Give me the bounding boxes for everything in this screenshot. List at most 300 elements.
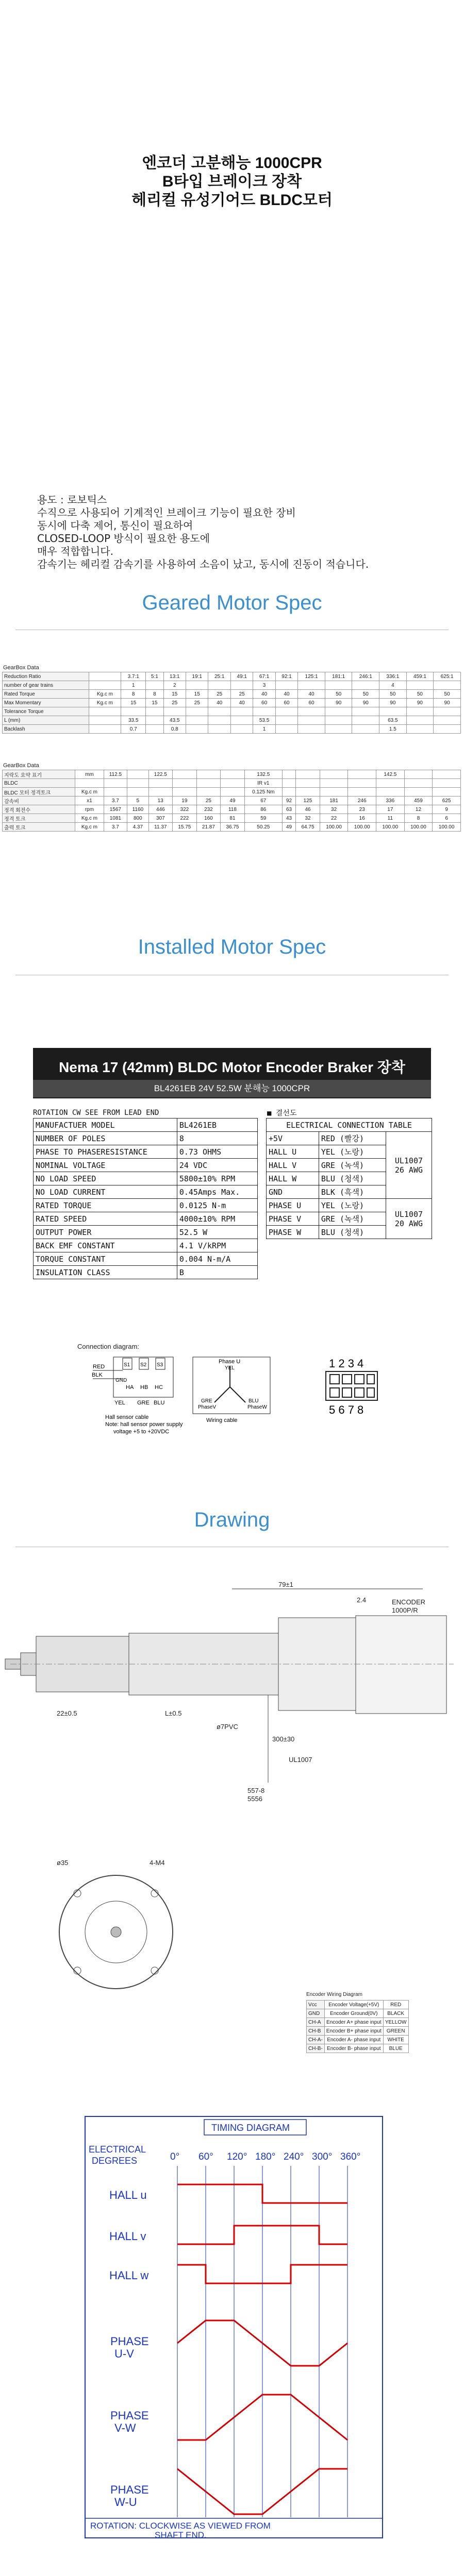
- geardata-row: [3, 796, 461, 805]
- table-cell: 1160: [127, 805, 148, 814]
- label-uv: U-V: [114, 2347, 134, 2360]
- table-cell: YELLOW: [383, 2018, 408, 2027]
- table-cell: 43.5: [163, 716, 186, 725]
- table-cell: 32: [320, 805, 348, 814]
- rotation-note-1: ROTATION: CLOCKWISE AS VIEWED FROM: [90, 2521, 271, 2531]
- table-cell: 246: [348, 796, 376, 805]
- geardata-row: [3, 814, 461, 823]
- table-cell: 800: [127, 814, 148, 823]
- table-cell: WHITE: [383, 2036, 408, 2044]
- row-label: 정격 회전수: [3, 805, 75, 814]
- wiring-leg-v: [214, 1387, 230, 1402]
- dim-2-4: 2.4: [357, 1596, 367, 1604]
- label-ha: HA: [126, 1384, 134, 1391]
- table-cell: BLACK: [383, 2009, 408, 2018]
- row-label: Reduction Ratio: [3, 672, 89, 681]
- geardata-row: [3, 770, 461, 779]
- table-cell: 3.7:1: [121, 672, 146, 681]
- motor-spec-table: [33, 1118, 258, 1279]
- table-cell: [434, 725, 461, 734]
- row-label: CH-A: [307, 2018, 325, 2027]
- table-cell: 13: [148, 796, 173, 805]
- table-cell: Encoder Ground(0V): [324, 2009, 383, 2018]
- geardata-row: [3, 805, 461, 814]
- table-cell: [221, 788, 245, 796]
- table-cell: [75, 779, 104, 788]
- table-cell: [282, 779, 295, 788]
- table-cell: 15: [163, 690, 186, 699]
- label-phase-v: PhaseV: [198, 1404, 217, 1410]
- connection-row: [267, 1199, 432, 1212]
- table-cell: 40: [275, 690, 297, 699]
- wire-color: YEL (노랑): [319, 1199, 386, 1212]
- geardata-row: [3, 788, 461, 796]
- label-phase-u-color: YEL: [225, 1365, 235, 1371]
- table-cell: 459: [404, 796, 433, 805]
- table-cell: 60: [253, 699, 275, 707]
- spec-label: NO LOAD SPEED: [34, 1172, 177, 1185]
- timing-title: TIMING DIAGRAM: [211, 2123, 290, 2133]
- table-cell: [208, 716, 230, 725]
- table-cell: Kg.c m: [89, 690, 121, 699]
- table-cell: 63: [282, 805, 295, 814]
- table-cell: 13:1: [163, 672, 186, 681]
- table-cell: 1: [253, 725, 275, 734]
- motor-banner-title: Nema 17 (42mm) BLDC Motor Encoder Braker 장착: [59, 1059, 405, 1075]
- row-label: CH-B-: [307, 2044, 325, 2053]
- wiring-note: Wiring cable: [206, 1417, 238, 1423]
- table-cell: 49: [221, 796, 245, 805]
- table-cell: [406, 725, 434, 734]
- table-cell: [348, 770, 376, 779]
- label-hall-v: HALL v: [109, 2230, 146, 2243]
- signal-name: HALL W: [267, 1172, 319, 1185]
- table-cell: [433, 770, 461, 779]
- table-cell: Encoder A+ phase input: [324, 2018, 383, 2027]
- spec-value: 0.45Amps Max.: [177, 1185, 257, 1199]
- gearbox-row: [3, 707, 461, 716]
- row-label: Rated Torque: [3, 690, 89, 699]
- pin-numbers-top: 1 2 3 4: [329, 1357, 364, 1370]
- pin-socket: [355, 1375, 364, 1384]
- table-cell: 446: [148, 805, 173, 814]
- label-gnd: GND: [115, 1378, 127, 1383]
- signal-name: HALL U: [267, 1145, 319, 1159]
- connection-diagram: [62, 1351, 423, 1469]
- table-cell: [196, 770, 221, 779]
- gearbox-row: [3, 716, 461, 725]
- table-cell: [146, 725, 163, 734]
- table-cell: 50: [406, 690, 434, 699]
- wire-note: UL1007: [289, 1756, 312, 1764]
- table-cell: [434, 707, 461, 716]
- table-cell: 336: [376, 796, 405, 805]
- description-line: 매우 적합합니다.: [37, 545, 113, 557]
- table-cell: 15: [186, 690, 208, 699]
- encoder-wiring-table: [306, 2000, 409, 2053]
- encoder-wiring-row: [307, 2001, 409, 2009]
- spec-value: 0.004 N-m/A: [177, 1252, 257, 1266]
- table-cell: [186, 707, 208, 716]
- table-cell: [434, 716, 461, 725]
- spec-value: 8: [177, 1132, 257, 1145]
- table-cell: [352, 707, 379, 716]
- table-cell: [148, 779, 173, 788]
- table-cell: 50: [379, 690, 407, 699]
- motor-spec-row: [34, 1252, 258, 1266]
- gearbox-row: [3, 672, 461, 681]
- table-cell: rpm: [75, 805, 104, 814]
- table-cell: Kg.c m: [75, 788, 104, 796]
- table-cell: 90: [434, 699, 461, 707]
- table-cell: [296, 788, 320, 796]
- section-heading-drawing: Drawing: [194, 1509, 270, 1531]
- motor-spec-row: [34, 1159, 258, 1172]
- table-cell: 459:1: [406, 672, 434, 681]
- table-cell: [348, 788, 376, 796]
- cable-length: 300±30: [272, 1735, 295, 1743]
- table-cell: mm: [75, 770, 104, 779]
- timing-angle-label: 300°: [312, 2151, 333, 2162]
- spec-label: NO LOAD CURRENT: [34, 1185, 177, 1199]
- label-hc: HC: [155, 1384, 163, 1391]
- label-s1: S1: [124, 1362, 130, 1368]
- table-cell: GREEN: [383, 2027, 408, 2036]
- table-cell: 5:1: [146, 672, 163, 681]
- spec-label: INSULATION CLASS: [34, 1266, 177, 1279]
- hall-note-2: Note: hall sensor power supply: [105, 1421, 183, 1428]
- pin-header-sockets: [330, 1375, 374, 1397]
- pin-socket: [330, 1388, 339, 1397]
- table-cell: 25: [208, 690, 230, 699]
- table-cell: [320, 788, 348, 796]
- spec-label: BACK EMF CONSTANT: [34, 1239, 177, 1252]
- spec-label: PHASE TO PHASERESISTANCE: [34, 1145, 177, 1159]
- table-cell: [173, 788, 197, 796]
- row-label: Max Momentary: [3, 699, 89, 707]
- table-cell: 322: [173, 805, 197, 814]
- table-cell: 181: [320, 796, 348, 805]
- table-cell: [230, 716, 253, 725]
- table-cell: Encoder A- phase input: [324, 2036, 383, 2044]
- pvc-label: ø7PVC: [217, 1723, 238, 1731]
- timing-angle-label: 0°: [170, 2151, 180, 2162]
- encoder-wiring-row: [307, 2009, 409, 2018]
- table-cell: 25:1: [208, 672, 230, 681]
- pin-socket: [342, 1388, 352, 1397]
- gearbox-row: [3, 690, 461, 699]
- table-cell: [146, 707, 163, 716]
- gearbox-table: [2, 672, 461, 734]
- table-cell: 40: [230, 699, 253, 707]
- row-label: L (mm): [3, 716, 89, 725]
- signal-name: HALL V: [267, 1159, 319, 1172]
- gearbox-row: [3, 699, 461, 707]
- table-cell: 122.5: [148, 770, 173, 779]
- table-cell: [325, 716, 352, 725]
- connection-caption: ■ 결선도: [267, 1109, 297, 1117]
- table-cell: [325, 681, 352, 690]
- hero-title-line3: 헤리컬 유성기어드 BLDC모터: [131, 192, 333, 209]
- table-cell: 25: [230, 690, 253, 699]
- spec-value: 24 VDC: [177, 1159, 257, 1172]
- table-cell: [146, 681, 163, 690]
- label-phase-vw: PHASE: [110, 2409, 149, 2422]
- connection-table: [266, 1118, 432, 1239]
- table-cell: 50: [352, 690, 379, 699]
- label-phase-uv: PHASE: [110, 2335, 149, 2348]
- hall-note: Hall sensor cable: [105, 1414, 149, 1420]
- motor-spec-row: [34, 1145, 258, 1159]
- motor-banner: [33, 1048, 431, 1098]
- encoder-wiring-row: [307, 2018, 409, 2027]
- table-cell: [221, 770, 245, 779]
- cable-spec: UL1007 20 AWG: [386, 1199, 432, 1239]
- table-cell: 64.75: [296, 823, 320, 832]
- table-cell: Kg.c m: [89, 699, 121, 707]
- table-cell: 90: [352, 699, 379, 707]
- table-cell: 21.87: [196, 823, 221, 832]
- connection-header-row: [267, 1118, 432, 1132]
- encoder-label: ENCODER: [392, 1598, 426, 1606]
- table-cell: 60: [275, 699, 297, 707]
- table-cell: 90: [406, 699, 434, 707]
- dimension-drawing: [0, 1566, 464, 1834]
- table-cell: 125:1: [298, 672, 325, 681]
- connection-row: [267, 1132, 432, 1145]
- table-cell: 0.7: [121, 725, 146, 734]
- table-cell: 125: [296, 796, 320, 805]
- table-cell: 100.00: [433, 823, 461, 832]
- table-cell: 15: [121, 699, 146, 707]
- row-label: number of gear trains: [3, 681, 89, 690]
- table-cell: 15: [146, 699, 163, 707]
- table-cell: 22: [320, 814, 348, 823]
- table-cell: 81: [221, 814, 245, 823]
- holes-label: ø35: [57, 1859, 69, 1867]
- table-cell: 60: [298, 699, 325, 707]
- label-electrical: ELECTRICAL: [89, 2144, 146, 2155]
- table-cell: 0.125 Nm: [244, 788, 282, 796]
- table-cell: 100.00: [348, 823, 376, 832]
- table-cell: 625: [433, 796, 461, 805]
- table-cell: 112.5: [104, 770, 127, 779]
- table-cell: [104, 788, 127, 796]
- table-cell: IR v1: [244, 779, 282, 788]
- timing-angle-label: 60°: [198, 2151, 213, 2162]
- table-cell: 25: [196, 796, 221, 805]
- pin-socket: [355, 1388, 364, 1397]
- table-cell: 16: [348, 814, 376, 823]
- encoder-wiring-row: [307, 2044, 409, 2053]
- encoder-resolution: 1000P/R: [392, 1606, 418, 1614]
- dim-l: L±0.5: [165, 1709, 182, 1717]
- motor-spec-row: [34, 1266, 258, 1279]
- description: [37, 494, 450, 571]
- table-cell: 12: [404, 805, 433, 814]
- dim-overall: 79±1: [278, 1581, 293, 1588]
- pin-numbers-bottom: 5 6 7 8: [329, 1403, 364, 1416]
- table-cell: [406, 707, 434, 716]
- description-line: 동시에 다축 제어, 통신이 필요하여: [37, 519, 193, 532]
- timing-angle-label: 120°: [227, 2151, 247, 2162]
- motor-spec-row: [34, 1212, 258, 1226]
- table-cell: 90: [379, 699, 407, 707]
- table-cell: 86: [244, 805, 282, 814]
- table-cell: [352, 716, 379, 725]
- table-cell: [208, 681, 230, 690]
- table-cell: 6: [433, 814, 461, 823]
- wire-color: BLU (청색): [319, 1172, 386, 1185]
- label-s3: S3: [157, 1362, 163, 1368]
- dim-22: 22±0.5: [57, 1709, 77, 1717]
- spec-value: 0.0125 N-m: [177, 1199, 257, 1212]
- row-label: 지락도 요약 표기: [3, 770, 75, 779]
- table-cell: [127, 779, 148, 788]
- table-cell: [208, 725, 230, 734]
- geardata-table: [2, 770, 461, 832]
- gearbox-row: [3, 681, 461, 690]
- spec-value: 52.5 W: [177, 1226, 257, 1239]
- motor-spec-row: [34, 1118, 258, 1132]
- table-cell: 49: [282, 823, 295, 832]
- table-cell: [348, 779, 376, 788]
- table-cell: 40: [208, 699, 230, 707]
- table-cell: [163, 707, 186, 716]
- table-cell: [325, 707, 352, 716]
- row-label: CH-B: [307, 2027, 325, 2036]
- encoder-body: [356, 1616, 446, 1714]
- table-cell: 19:1: [186, 672, 208, 681]
- table-cell: 232: [196, 805, 221, 814]
- table-cell: Kg.c m: [75, 814, 104, 823]
- table-cell: BLUE: [383, 2044, 408, 2053]
- pin-socket: [367, 1375, 374, 1384]
- table-cell: 25: [163, 699, 186, 707]
- wire-color: BLK (흑색): [319, 1185, 386, 1199]
- motor-banner-subtitle: BL4261EB 24V 52.5W 분해능 1000CPR: [33, 1080, 431, 1097]
- table-cell: [89, 716, 121, 725]
- pin-socket: [367, 1388, 374, 1397]
- signal-name: GND: [267, 1185, 319, 1199]
- wire-color: RED (빨강): [319, 1132, 386, 1145]
- table-cell: 4.37: [127, 823, 148, 832]
- table-cell: [404, 779, 433, 788]
- table-cell: [253, 707, 275, 716]
- front-shaft: [111, 1927, 121, 1937]
- geardata-row: [3, 823, 461, 832]
- table-cell: Encoder B- phase input: [324, 2044, 383, 2053]
- spec-label: MANUFACTUER MODEL: [34, 1118, 177, 1132]
- table-cell: 92:1: [275, 672, 297, 681]
- table-cell: 50: [434, 690, 461, 699]
- row-label: Backlash: [3, 725, 89, 734]
- table-cell: 3.7: [104, 796, 127, 805]
- table-cell: [121, 707, 146, 716]
- table-cell: [186, 681, 208, 690]
- label-phase-u: Phase U: [219, 1359, 241, 1365]
- connector-label-2: 5556: [247, 1795, 262, 1803]
- wire-color: YEL (노랑): [319, 1145, 386, 1159]
- table-cell: [275, 681, 297, 690]
- pin-socket: [342, 1375, 352, 1384]
- table-cell: [173, 770, 197, 779]
- row-label: BLDC: [3, 779, 75, 788]
- table-cell: RED: [383, 2001, 408, 2009]
- table-cell: 40: [298, 690, 325, 699]
- encoder-wiring-title: Encoder Wiring Diagram: [306, 1992, 362, 1997]
- label-phase-w-blu: BLU: [248, 1398, 259, 1404]
- table-cell: Kg.c m: [75, 823, 104, 832]
- table-cell: [433, 779, 461, 788]
- spec-value: 5800±10% RPM: [177, 1172, 257, 1185]
- table-cell: 0.8: [163, 725, 186, 734]
- bolt-label: 4-M4: [150, 1859, 165, 1867]
- table-cell: [404, 770, 433, 779]
- table-cell: [275, 707, 297, 716]
- spec-label: NOMINAL VOLTAGE: [34, 1159, 177, 1172]
- table-cell: [230, 707, 253, 716]
- motor-spec-row: [34, 1172, 258, 1185]
- table-cell: [379, 707, 407, 716]
- label-hall-u: HALL u: [109, 2189, 147, 2201]
- spec-value: 4.1 V/kRPM: [177, 1239, 257, 1252]
- spec-value: BL4261EB: [177, 1118, 257, 1132]
- table-cell: 59: [244, 814, 282, 823]
- table-cell: [186, 725, 208, 734]
- timing-angle-label: 360°: [340, 2151, 361, 2162]
- table-cell: [196, 788, 221, 796]
- table-cell: 15.75: [173, 823, 197, 832]
- wire-color: GRE (녹색): [319, 1212, 386, 1226]
- table-cell: [352, 725, 379, 734]
- table-cell: [298, 716, 325, 725]
- spec-label: OUTPUT POWER: [34, 1226, 177, 1239]
- label-phase-w: PhaseW: [247, 1404, 267, 1410]
- table-cell: [298, 725, 325, 734]
- description-line: 용도 : 로보틱스: [37, 494, 107, 506]
- table-cell: Encoder Voltage(+5V): [324, 2001, 383, 2009]
- table-cell: 118: [221, 805, 245, 814]
- table-cell: 4: [379, 681, 407, 690]
- encoder-wiring-row: [307, 2027, 409, 2036]
- wire-color: BLU (청색): [319, 1226, 386, 1239]
- table-cell: 336:1: [379, 672, 407, 681]
- motor-spec-row: [34, 1199, 258, 1212]
- cable-spec: UL1007 26 AWG: [386, 1132, 432, 1199]
- table-cell: 36.75: [221, 823, 245, 832]
- encoder-wiring-row: [307, 2036, 409, 2044]
- table-cell: 11.37: [148, 823, 173, 832]
- table-cell: 8: [121, 690, 146, 699]
- table-cell: 100.00: [404, 823, 433, 832]
- section-heading-geared: Geared Motor Spec: [142, 591, 322, 614]
- label-gre: GRE: [137, 1400, 150, 1406]
- table-cell: [282, 770, 295, 779]
- label-vw: V-W: [114, 2421, 136, 2434]
- motor-spec-row: [34, 1226, 258, 1239]
- table-cell: 63.5: [379, 716, 407, 725]
- table-cell: 33.5: [121, 716, 146, 725]
- table-cell: [173, 779, 197, 788]
- motor-spec-row: [34, 1185, 258, 1199]
- signal-name: PHASE W: [267, 1226, 319, 1239]
- motor-spec-caption: ROTATION CW SEE FROM LEAD END: [33, 1109, 159, 1117]
- signal-name: PHASE U: [267, 1199, 319, 1212]
- geardata-table-caption: GearBox Data: [3, 762, 39, 769]
- timing-angle-labels: [170, 2151, 360, 2162]
- table-cell: 49:1: [230, 672, 253, 681]
